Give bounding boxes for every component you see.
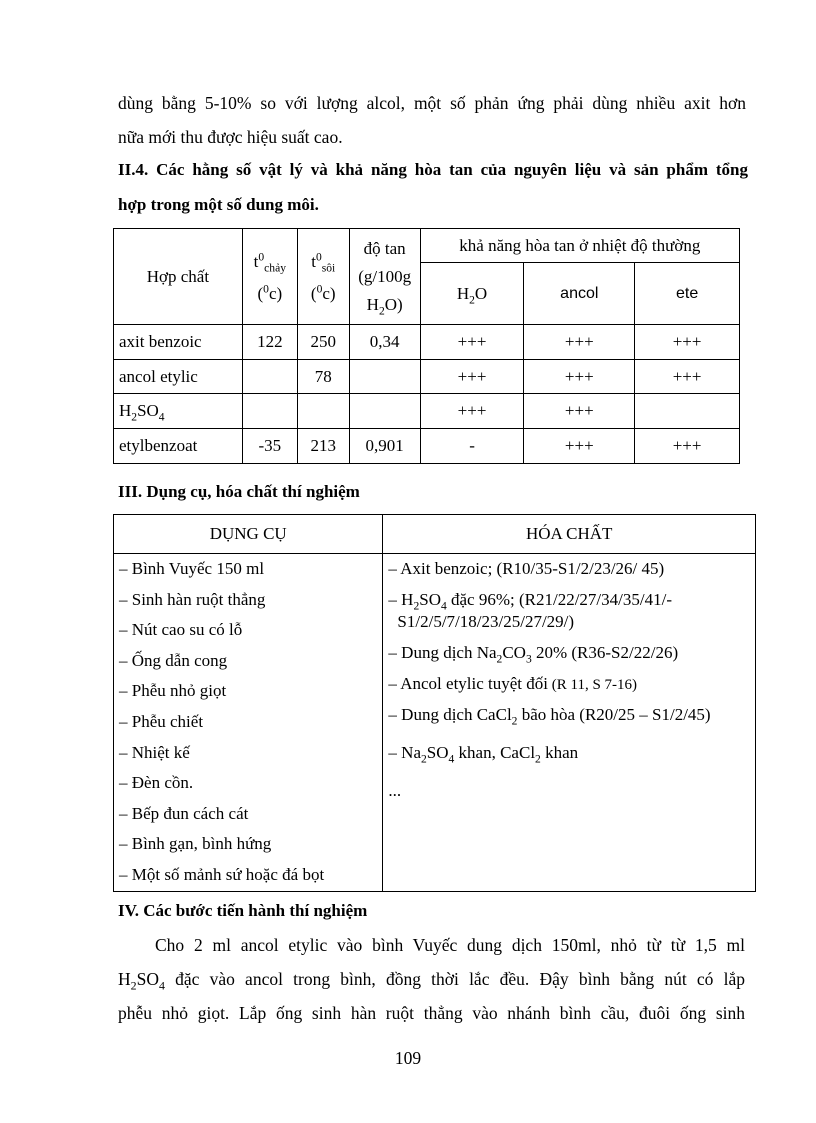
- water-solubility: +++: [420, 325, 524, 360]
- list-item: – Nút cao su có lỗ: [119, 620, 243, 640]
- equipment-table: [113, 514, 756, 892]
- list-item: – Dung dịch $Na_2CO_3$ 20% (R36-S2/22/26): [388, 643, 679, 666]
- melting-value: 122: [242, 325, 297, 360]
- section-4-title: IV. Các bước tiến hành thí nghiệm: [118, 901, 368, 920]
- list-item: ...: [388, 781, 402, 800]
- list-item: – Đèn cồn.: [119, 773, 194, 793]
- table-row: [114, 394, 740, 429]
- paragraph-line-2: $H_2SO_4$ đặc vào ancol trong bình, đồng thời lắc đều. Đậy bình bằng nút có lắp: [118, 969, 745, 993]
- list-item: – Phễu chiết: [119, 711, 204, 731]
- solubility-value: 0,901: [349, 429, 420, 464]
- section-3-title: III. Dụng cụ, hóa chất thí nghiệm: [118, 482, 360, 501]
- ete-solubility: [635, 394, 740, 429]
- chemicals-list: [383, 554, 756, 892]
- compound-name: etylbenzoat: [114, 429, 243, 464]
- table-row: [114, 325, 740, 360]
- intro-line-2: nữa mới thu được hiệu suất cao.: [118, 127, 343, 147]
- melting-value: -35: [242, 429, 297, 464]
- solubility-value: [349, 394, 420, 429]
- intro-line-1: dùng bằng 5-10% so với lượng alcol, một số phản ứng phải dùng nhiều axit hơn: [118, 93, 746, 113]
- list-item: – Phễu nhỏ giọt: [119, 681, 227, 701]
- paragraph-line-3: phễu nhỏ giọt. Lắp ống sinh hàn ruột thẳng vào nhánh bình cầu, đuôi ống sinh: [118, 1003, 745, 1023]
- ancol-solubility: +++: [524, 429, 635, 464]
- header-solubility: độ tan (g/100g $H_2O$): [349, 229, 420, 325]
- water-solubility: -: [420, 429, 524, 464]
- solubility-value: 0,34: [349, 325, 420, 360]
- compound-name: $H_2SO_4$: [114, 394, 243, 429]
- solubility-value: [349, 360, 420, 394]
- section-2-4-title-line-2: hợp trong một số dung môi.: [118, 195, 319, 214]
- page-number: 109: [394, 1048, 422, 1068]
- list-item: – Axit benzoic; (R10/35-S1/2/23/26/ 45): [388, 559, 665, 578]
- list-item: – Ống dẫn cong: [119, 650, 228, 670]
- header-solubility-group: khả năng hòa tan ở nhiệt độ thường: [420, 229, 739, 263]
- ete-solubility: +++: [635, 360, 740, 394]
- header-ancol: ancol: [524, 263, 635, 325]
- header-melting-point: $t^0_{chảy}$ ($^0$c): [242, 229, 297, 325]
- properties-table: [113, 228, 740, 464]
- list-item: – Bình gạn, bình hứng: [119, 834, 272, 854]
- table-row: [114, 360, 740, 394]
- ancol-solubility: +++: [524, 360, 635, 394]
- ete-solubility: +++: [635, 429, 740, 464]
- boiling-value: 250: [297, 325, 349, 360]
- header-boiling-point: $t^0_{sôi}$ ($^0$c): [297, 229, 349, 325]
- ete-solubility: +++: [635, 325, 740, 360]
- ancol-solubility: +++: [524, 394, 635, 429]
- boiling-value: 78: [297, 360, 349, 394]
- paragraph-line-1: Cho 2 ml ancol etylic vào bình Vuyếc dung dịch 150ml, nhỏ từ từ 1,5 ml: [155, 935, 745, 955]
- header-compound: Hợp chất: [114, 229, 243, 325]
- water-solubility: +++: [420, 394, 524, 429]
- compound-name: axit benzoic: [114, 325, 243, 360]
- header-chemicals: HÓA CHẤT: [383, 515, 756, 554]
- list-item: – Sinh hàn ruột thẳng: [119, 589, 266, 609]
- header-tools: DỤNG CỤ: [114, 515, 383, 554]
- boiling-value: 213: [297, 429, 349, 464]
- list-item: – Bếp đun cách cát: [119, 803, 249, 823]
- list-item: – Nhiệt kế: [119, 742, 190, 762]
- melting-value: [242, 360, 297, 394]
- ancol-solubility: +++: [524, 325, 635, 360]
- table-row: [114, 429, 740, 464]
- melting-value: [242, 394, 297, 429]
- tools-list: [114, 554, 383, 892]
- list-item-continued: S1/2/5/7/18/23/25/27/29/): [397, 612, 575, 631]
- compound-name: ancol etylic: [114, 360, 243, 394]
- list-item: – Ancol etylic tuyệt đối (R 11, S 7-16): [388, 674, 638, 693]
- list-item: – Dung dịch CaCl$_2$ bão hòa (R20/25 – S1/2/45): [388, 705, 711, 728]
- header-water: $H_2O$: [420, 263, 524, 325]
- section-2-4-title-line-1: II.4. Các hằng số vật lý và khả năng hòa tan của nguyên liệu và sản phẩm tổng: [118, 160, 748, 179]
- list-item: – Một số mảnh sứ hoặc đá bọt: [119, 864, 325, 884]
- header-ete: ete: [635, 263, 740, 325]
- boiling-value: [297, 394, 349, 429]
- list-item: – $Na_2SO_4$ khan, CaCl$_2$ khan: [388, 743, 579, 766]
- list-item: – Bình Vuyếc 150 ml: [119, 559, 265, 578]
- water-solubility: +++: [420, 360, 524, 394]
- list-item: – $H_2SO_4$ đặc 96%; (R21/22/27/34/35/41/-: [388, 590, 672, 613]
